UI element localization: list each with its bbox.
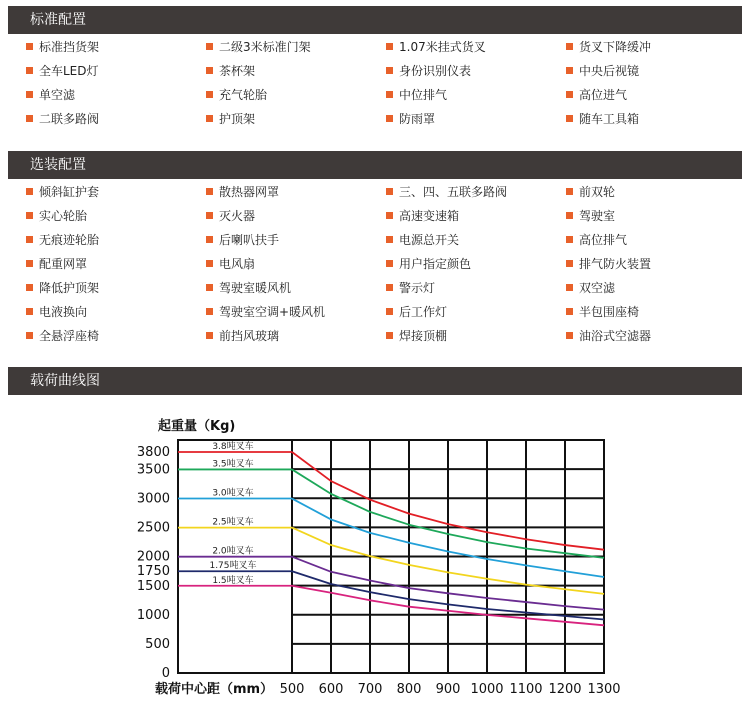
feature-label: 全车LED灯 — [39, 63, 99, 78]
square-bullet-icon — [566, 115, 573, 122]
y-tick-label: 3800 — [136, 445, 170, 460]
feature-item — [566, 58, 742, 82]
square-bullet-icon — [566, 188, 573, 195]
load-chart-title: 载荷曲线图 — [30, 373, 100, 389]
square-bullet-icon — [206, 188, 213, 195]
feature-label: 二级3米标准门架 — [219, 39, 311, 54]
feature-label: 电风扇 — [219, 256, 256, 271]
feature-item — [386, 227, 566, 251]
feature-item — [386, 275, 566, 299]
feature-label: 灭火器 — [219, 208, 256, 223]
feature-item — [206, 251, 386, 275]
y-tick-label: 1000 — [136, 607, 170, 623]
feature-label: 后工作灯 — [399, 304, 448, 319]
feature-label: 电液换向 — [39, 304, 88, 319]
feature-item — [206, 58, 386, 82]
feature-label: 后喇叭扶手 — [219, 232, 280, 247]
feature-item — [386, 82, 566, 106]
feature-item — [26, 299, 206, 323]
square-bullet-icon — [206, 308, 213, 315]
square-bullet-icon — [566, 284, 573, 291]
square-bullet-icon — [26, 260, 33, 267]
square-bullet-icon — [386, 236, 393, 243]
feature-item — [566, 106, 742, 130]
square-bullet-icon — [26, 188, 33, 195]
feature-item — [386, 203, 566, 227]
feature-item — [386, 179, 566, 203]
feature-label: 二联多路阀 — [39, 111, 100, 126]
feature-item — [566, 82, 742, 106]
x-tick-label: 1000 — [470, 682, 504, 697]
feature-item — [206, 34, 386, 58]
feature-label: 身份识别仪表 — [399, 63, 472, 78]
optional-config-list — [26, 179, 742, 347]
square-bullet-icon — [26, 43, 33, 50]
square-bullet-icon — [566, 67, 573, 74]
feature-label: 随车工具箱 — [579, 111, 640, 126]
feature-item — [566, 227, 742, 251]
square-bullet-icon — [386, 91, 393, 98]
feature-item — [206, 323, 386, 347]
feature-item — [566, 251, 742, 275]
series-label: 2.0吨叉车 — [212, 546, 254, 557]
square-bullet-icon — [566, 43, 573, 50]
feature-label: 降低护顶架 — [39, 280, 100, 295]
feature-item — [566, 179, 742, 203]
feature-label: 油浴式空滤器 — [579, 328, 652, 343]
y-tick-label: 3000 — [136, 491, 170, 507]
square-bullet-icon — [386, 188, 393, 195]
x-tick-label: 900 — [435, 682, 461, 697]
square-bullet-icon — [386, 332, 393, 339]
square-bullet-icon — [26, 332, 33, 339]
feature-item — [566, 34, 742, 58]
feature-label: 三、四、五联多路阀 — [399, 184, 508, 199]
feature-label: 倾斜缸护套 — [39, 184, 100, 199]
square-bullet-icon — [26, 308, 33, 315]
feature-item — [26, 106, 206, 130]
square-bullet-icon — [206, 236, 213, 243]
feature-label: 排气防火装置 — [579, 256, 652, 271]
feature-item — [566, 275, 742, 299]
feature-item — [26, 227, 206, 251]
feature-label: 驾驶室暖风机 — [219, 280, 292, 295]
square-bullet-icon — [206, 260, 213, 267]
square-bullet-icon — [566, 308, 573, 315]
y-axis-title: 起重量（Kg) — [158, 419, 236, 434]
feature-item — [26, 179, 206, 203]
square-bullet-icon — [26, 236, 33, 243]
square-bullet-icon — [386, 308, 393, 315]
feature-label: 前双轮 — [579, 184, 616, 199]
square-bullet-icon — [206, 67, 213, 74]
feature-item — [206, 203, 386, 227]
feature-label: 护顶架 — [219, 111, 256, 126]
feature-item — [26, 251, 206, 275]
y-tick-label: 500 — [145, 636, 170, 652]
feature-label: 全悬浮座椅 — [39, 328, 100, 343]
feature-label: 高位进气 — [579, 87, 628, 102]
feature-item — [26, 82, 206, 106]
square-bullet-icon — [386, 43, 393, 50]
standard-config-title: 标准配置 — [30, 12, 86, 28]
load-curve-chart — [0, 400, 750, 720]
feature-item — [386, 251, 566, 275]
feature-label: 高位排气 — [579, 232, 628, 247]
square-bullet-icon — [26, 284, 33, 291]
feature-label: 散热器网罩 — [219, 184, 280, 199]
feature-item — [206, 275, 386, 299]
feature-label: 半包围座椅 — [579, 304, 640, 319]
x-tick-label: 600 — [318, 682, 344, 697]
square-bullet-icon — [206, 284, 213, 291]
square-bullet-icon — [386, 67, 393, 74]
feature-label: 1.07米挂式货叉 — [399, 39, 486, 54]
feature-label: 茶杯架 — [219, 63, 256, 78]
y-tick-label: 0 — [161, 666, 170, 681]
square-bullet-icon — [26, 212, 33, 219]
feature-label: 中位排气 — [399, 87, 448, 102]
series-label: 1.5吨叉车 — [212, 575, 254, 586]
square-bullet-icon — [566, 260, 573, 267]
y-tick-label: 1500 — [136, 578, 170, 594]
feature-label: 实心轮胎 — [39, 208, 88, 223]
square-bullet-icon — [566, 212, 573, 219]
load-chart-header — [8, 367, 742, 395]
series-label: 2.5吨叉车 — [212, 517, 254, 528]
feature-item — [26, 203, 206, 227]
square-bullet-icon — [206, 212, 213, 219]
series-label: 3.0吨叉车 — [212, 488, 254, 499]
x-tick-label: 1300 — [587, 682, 621, 697]
feature-item — [26, 34, 206, 58]
x-axis-title: 载荷中心距（mm） — [155, 682, 274, 697]
feature-label: 前挡风玻璃 — [219, 328, 280, 343]
series-label: 3.5吨叉车 — [212, 459, 254, 470]
feature-item — [386, 106, 566, 130]
feature-label: 驾驶室 — [579, 208, 616, 223]
feature-item — [566, 299, 742, 323]
feature-label: 单空滤 — [39, 87, 76, 102]
feature-item — [206, 82, 386, 106]
feature-label: 双空滤 — [579, 280, 616, 295]
square-bullet-icon — [566, 91, 573, 98]
feature-item — [26, 323, 206, 347]
feature-label: 焊接顶棚 — [399, 328, 448, 343]
y-tick-label: 1750 — [136, 564, 170, 580]
feature-item — [386, 323, 566, 347]
feature-item — [26, 58, 206, 82]
feature-label: 电源总开关 — [399, 232, 460, 247]
feature-item — [386, 58, 566, 82]
feature-item — [206, 299, 386, 323]
feature-label: 中央后视镜 — [579, 63, 640, 78]
series-label: 3.8吨叉车 — [212, 442, 254, 452]
standard-config-list — [26, 34, 742, 130]
feature-label: 配重网罩 — [39, 256, 88, 271]
square-bullet-icon — [26, 115, 33, 122]
optional-config-title: 选装配置 — [30, 157, 86, 173]
x-tick-label: 700 — [357, 682, 383, 697]
square-bullet-icon — [386, 260, 393, 267]
x-tick-label: 1200 — [548, 682, 582, 697]
feature-label: 驾驶室空调+暖风机 — [219, 304, 326, 319]
square-bullet-icon — [206, 332, 213, 339]
square-bullet-icon — [206, 115, 213, 122]
square-bullet-icon — [386, 212, 393, 219]
square-bullet-icon — [206, 43, 213, 50]
feature-label: 高速变速箱 — [399, 208, 460, 223]
feature-label: 充气轮胎 — [219, 87, 268, 102]
feature-item — [566, 323, 742, 347]
square-bullet-icon — [566, 332, 573, 339]
feature-label: 货叉下降缓冲 — [579, 39, 652, 54]
feature-item — [386, 299, 566, 323]
feature-item — [206, 106, 386, 130]
feature-item — [566, 203, 742, 227]
series-label: 1.75吨叉车 — [209, 561, 257, 572]
feature-label: 用户指定颜色 — [399, 256, 472, 271]
feature-item — [26, 275, 206, 299]
feature-label: 无痕迹轮胎 — [39, 232, 100, 247]
square-bullet-icon — [26, 91, 33, 98]
square-bullet-icon — [26, 67, 33, 74]
feature-label: 警示灯 — [399, 280, 436, 295]
square-bullet-icon — [386, 115, 393, 122]
y-tick-label: 2000 — [136, 549, 170, 565]
square-bullet-icon — [206, 91, 213, 98]
x-tick-label: 1100 — [509, 682, 543, 697]
feature-label: 标准挡货架 — [39, 39, 100, 54]
feature-item — [206, 179, 386, 203]
feature-item — [386, 34, 566, 58]
feature-item — [206, 227, 386, 251]
feature-label: 防雨罩 — [399, 111, 436, 126]
standard-config-header — [8, 6, 742, 34]
y-tick-label: 3500 — [136, 462, 170, 478]
x-tick-label: 800 — [396, 682, 422, 697]
square-bullet-icon — [566, 236, 573, 243]
optional-config-header — [8, 151, 742, 179]
x-tick-label: 500 — [279, 682, 305, 697]
square-bullet-icon — [386, 284, 393, 291]
y-tick-label: 2500 — [136, 520, 170, 536]
